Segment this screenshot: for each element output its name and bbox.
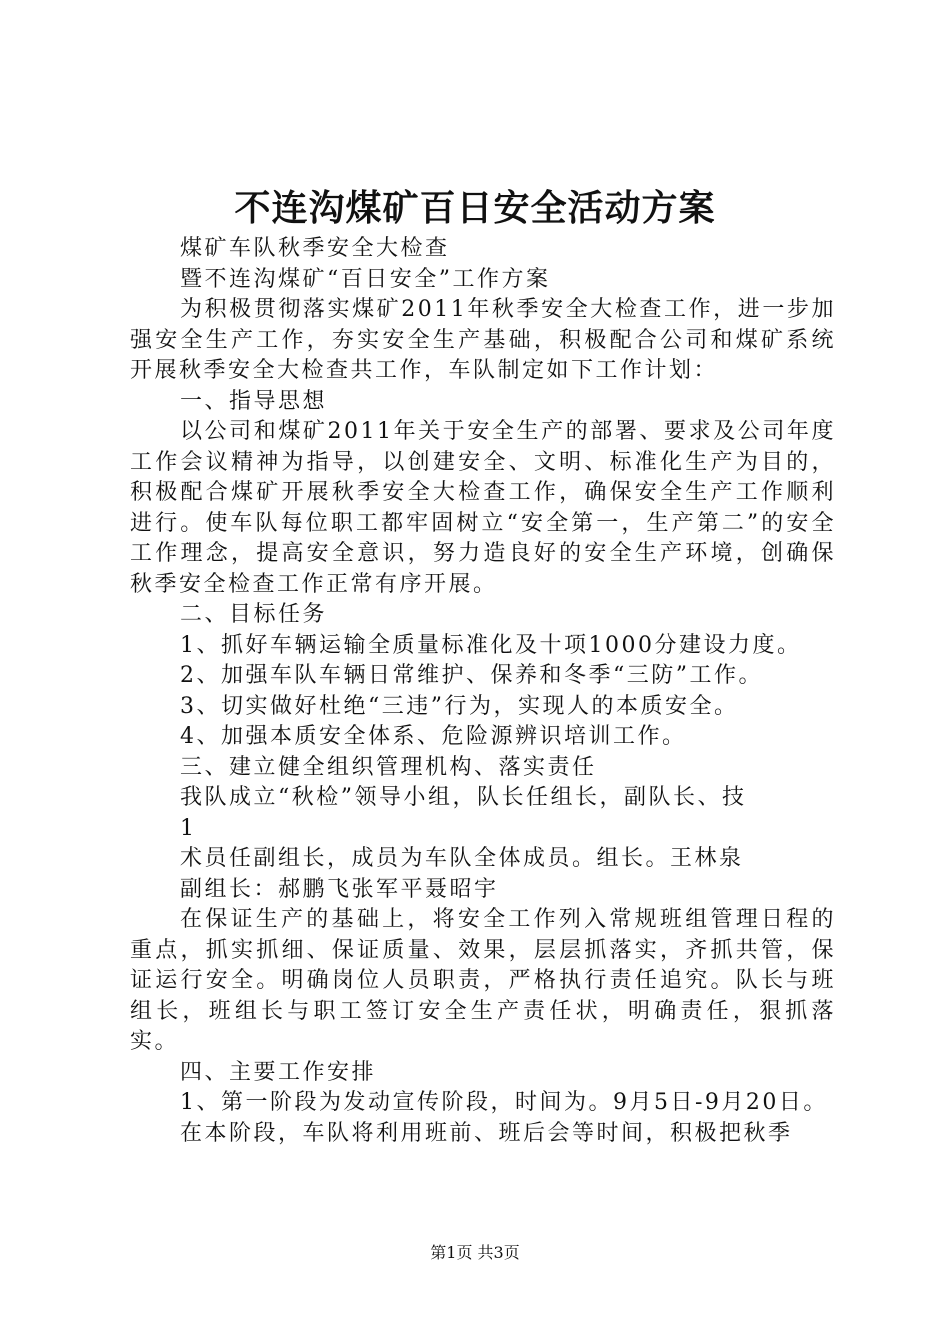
phase-1-paragraph: 1、第一阶段为发动宣传阶段，时间为。9月5日-9月20日。: [180, 1090, 828, 1115]
section-heading-2: 二、目标任务: [180, 602, 328, 627]
org-paragraph-part-2: 术员任副组长，成员为车队全体成员。组长。王林泉: [180, 846, 744, 871]
task-item-1: 1、抓好车辆运输全质量标准化及十项1000分建设力度。: [180, 632, 802, 658]
section-heading-4: 四、主要工作安排: [180, 1059, 377, 1085]
phase-1-detail-paragraph: 在本阶段，车队将利用班前、班后会等时间，积极把秋季: [180, 1120, 793, 1146]
subtitle-line-1: 煤矿车队秋季安全大检查: [180, 236, 450, 261]
org-paragraph-part-1: 我队成立“秋检”领导小组，队长任组长，副队长、技: [180, 785, 747, 810]
subtitle-line-2: 暨不连沟煤矿“百日安全”工作方案: [180, 266, 551, 292]
section-heading-3: 三、建立健全组织管理机构、落实责任: [180, 754, 597, 780]
page-footer: 第1页 共3页: [430, 1243, 520, 1262]
document-body: [130, 234, 836, 1149]
responsibility-paragraph: 在保证生产的基础上，将安全工作列入常规班组管理日程的重点，抓实抓细、保证质量、效果，层层抓落实，齐抓共管，保证运行安全。明确岗位人员职责，严格执行责任追究。队长与班组长，班组长与职工签订安全生产责任状，明确责任，狠抓落实。: [130, 907, 836, 1054]
task-item-2: 2、加强车队车辆日常维护、保养和冬季“三防”工作。: [180, 663, 763, 688]
task-item-3: 3、切实做好杜绝“三违”行为，实现人的本质安全。: [180, 693, 739, 719]
section-heading-1: 一、指导思想: [180, 388, 328, 414]
document-title: 不连沟煤矿百日安全活动方案: [234, 187, 716, 229]
stray-page-number: 1: [180, 815, 197, 841]
intro-paragraph: 为积极贯彻落实煤矿2011年秋季安全大检查工作，进一步加强安全生产工作，夯实安全生产基础，积极配合公司和煤矿系统开展秋季安全大检查共工作，车队制定如下工作计划：: [130, 297, 836, 383]
guiding-paragraph: 以公司和煤矿2011年关于安全生产的部署、要求及公司年度工作会议精神为指导，以创建安全、文明、标准化生产为目的，积极配合煤矿开展秋季安全大检查工作，确保安全生产工作顺利进行。使车队每位职工都牢固树立“安全第一，生产第二”的安全工作理念，提高安全意识，努力造良好的安全生产环境，创确保秋季安全检查工作正常有序开展。: [130, 419, 836, 597]
deputy-leaders-line: 副组长：郝鹏飞张军平聂昭宇: [180, 876, 499, 902]
task-item-4: 4、加强本质安全体系、危险源辨识培训工作。: [180, 724, 687, 749]
